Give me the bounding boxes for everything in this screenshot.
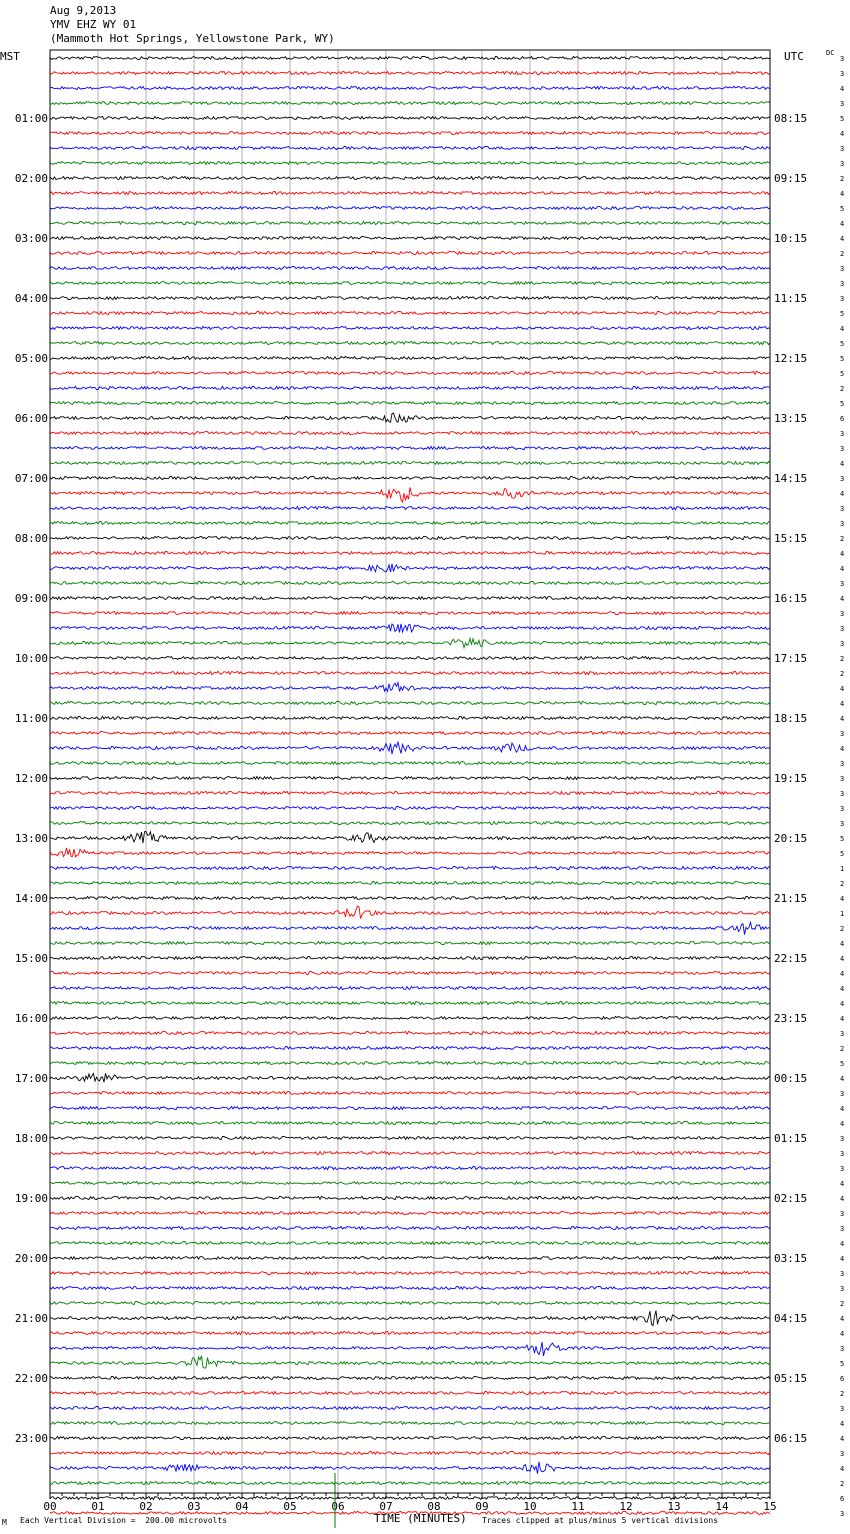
dc-value: 4 <box>840 895 845 903</box>
x-tick-label: 12 <box>619 1500 633 1513</box>
seismic-trace <box>50 1016 770 1019</box>
dc-value: 5 <box>840 850 845 858</box>
right-hour-label: 16:15 <box>774 592 808 605</box>
dc-value: 3 <box>840 295 845 303</box>
dc-value: 4 <box>840 1105 845 1113</box>
dc-value: 5 <box>840 310 845 318</box>
left-hour-label: 08:00 <box>14 532 48 545</box>
dc-value: 4 <box>840 715 845 723</box>
dc-value: 4 <box>840 1435 845 1443</box>
right-timezone-label: UTC <box>784 50 804 63</box>
seismic-trace <box>50 971 770 974</box>
dc-value: 3 <box>840 55 845 63</box>
dc-value: 4 <box>840 1465 845 1473</box>
dc-value: 5 <box>840 835 845 843</box>
dc-value: 4 <box>840 130 845 138</box>
dc-value: 4 <box>840 1120 845 1128</box>
dc-value: 2 <box>840 535 845 543</box>
right-hour-label: 10:15 <box>774 232 808 245</box>
left-hour-label: 12:00 <box>14 772 48 785</box>
seismic-trace <box>50 986 770 989</box>
x-tick-label: 05 <box>283 1500 297 1513</box>
seismic-trace <box>50 1181 770 1184</box>
clip-note: Traces clipped at plus/minus 5 vertical divisions <box>482 1516 719 1525</box>
dc-value: 4 <box>840 1195 845 1203</box>
seismic-trace <box>50 1271 770 1274</box>
dc-value: 3 <box>840 1345 845 1353</box>
dc-value: 5 <box>840 400 845 408</box>
x-tick-label: 11 <box>571 1500 585 1513</box>
seismic-trace <box>50 1242 770 1245</box>
dc-value: 3 <box>840 1510 845 1518</box>
seismic-trace <box>50 371 770 374</box>
right-hour-label: 00:15 <box>774 1072 808 1085</box>
seismic-trace <box>50 1091 770 1094</box>
seismic-trace <box>50 791 770 794</box>
seismic-trace <box>50 551 770 554</box>
left-hour-label: 13:00 <box>14 832 48 845</box>
dc-value: 2 <box>840 925 845 933</box>
seismic-trace <box>50 761 770 764</box>
seismic-trace <box>50 742 770 754</box>
dc-column-label: DC <box>826 49 835 57</box>
x-tick-label: 02 <box>139 1500 153 1513</box>
seismic-trace <box>50 267 770 270</box>
x-tick-label: 10 <box>523 1500 537 1513</box>
right-hour-label: 09:15 <box>774 172 808 185</box>
seismic-trace <box>50 1166 770 1169</box>
dc-value: 3 <box>840 280 845 288</box>
dc-value: 6 <box>840 1375 845 1383</box>
seismic-trace <box>50 1061 770 1064</box>
seismic-trace <box>50 206 770 209</box>
dc-value: 4 <box>840 490 845 498</box>
dc-value: 3 <box>840 1210 845 1218</box>
seismic-trace <box>50 1421 770 1424</box>
right-hour-label: 05:15 <box>774 1372 808 1385</box>
dc-value: 3 <box>840 1135 845 1143</box>
x-tick-label: 15 <box>763 1500 777 1513</box>
seismic-trace <box>50 848 770 857</box>
dc-value: 3 <box>840 1150 845 1158</box>
x-tick-label: 06 <box>331 1500 345 1513</box>
seismic-trace <box>50 356 770 359</box>
seismic-trace <box>50 671 770 674</box>
dc-value: 2 <box>840 1480 845 1488</box>
left-hour-label: 01:00 <box>14 112 48 125</box>
seismic-trace <box>50 446 770 449</box>
dc-value: 4 <box>840 1075 845 1083</box>
dc-value: 2 <box>840 1390 845 1398</box>
right-hour-label: 19:15 <box>774 772 808 785</box>
dc-value: 5 <box>840 115 845 123</box>
dc-value: 5 <box>840 370 845 378</box>
right-hour-label: 13:15 <box>774 412 808 425</box>
dc-value: 2 <box>840 385 845 393</box>
seismic-trace <box>50 1286 770 1289</box>
seismic-trace <box>50 731 770 734</box>
seismic-trace <box>50 461 770 464</box>
seismic-trace <box>50 102 770 105</box>
x-axis-title: TIME (MINUTES) <box>374 1512 467 1525</box>
dc-value: 3 <box>840 1450 845 1458</box>
seismic-trace <box>50 1301 770 1304</box>
dc-value: 3 <box>840 100 845 108</box>
seismic-trace <box>50 1407 770 1410</box>
dc-value: 3 <box>840 445 845 453</box>
seismic-trace <box>50 176 770 179</box>
seismic-trace <box>50 1151 770 1154</box>
seismic-trace <box>50 638 770 647</box>
dc-value: 3 <box>840 805 845 813</box>
left-hour-label: 19:00 <box>14 1192 48 1205</box>
right-hour-label: 21:15 <box>774 892 808 905</box>
seismic-trace <box>50 86 770 89</box>
left-hour-label: 20:00 <box>14 1252 48 1265</box>
x-tick-label: 07 <box>379 1500 393 1513</box>
seismic-trace <box>50 191 770 194</box>
dc-value: 2 <box>840 880 845 888</box>
x-tick-label: 08 <box>427 1500 441 1513</box>
dc-value: 4 <box>840 685 845 693</box>
dc-value: 3 <box>840 640 845 648</box>
dc-value: 5 <box>840 340 845 348</box>
seismic-trace <box>50 1073 770 1082</box>
dc-value: 4 <box>840 1420 845 1428</box>
dc-value: 5 <box>840 355 845 363</box>
left-hour-label: 03:00 <box>14 232 48 245</box>
seismic-trace <box>50 1256 770 1259</box>
dc-value: 4 <box>840 565 845 573</box>
left-hour-label: 17:00 <box>14 1072 48 1085</box>
seismic-trace <box>50 116 770 119</box>
right-hour-label: 12:15 <box>774 352 808 365</box>
right-hour-label: 06:15 <box>774 1432 808 1445</box>
seismic-trace <box>50 1342 770 1356</box>
dc-value: 3 <box>840 520 845 528</box>
dc-value: 4 <box>840 1255 845 1263</box>
seismic-trace <box>50 806 770 809</box>
dc-value: 3 <box>840 1165 845 1173</box>
left-hour-label: 02:00 <box>14 172 48 185</box>
dc-value: 5 <box>840 205 845 213</box>
seismic-trace <box>50 401 770 404</box>
dc-value: 4 <box>840 1180 845 1188</box>
dc-value: 4 <box>840 985 845 993</box>
dc-value: 6 <box>840 415 845 423</box>
left-hour-label: 18:00 <box>14 1132 48 1145</box>
seismic-trace <box>50 296 770 299</box>
dc-value: 3 <box>840 1285 845 1293</box>
dc-value: 2 <box>840 250 845 258</box>
seismic-trace <box>50 1196 770 1199</box>
seismic-trace <box>50 326 770 329</box>
seismic-trace <box>50 146 770 149</box>
right-hour-label: 01:15 <box>774 1132 808 1145</box>
dc-value: 3 <box>840 70 845 78</box>
left-hour-label: 04:00 <box>14 292 48 305</box>
seismic-trace <box>50 1211 770 1214</box>
dc-value: 4 <box>840 970 845 978</box>
dc-value: 3 <box>840 1270 845 1278</box>
seismic-trace <box>50 1496 770 1499</box>
dc-value: 3 <box>840 790 845 798</box>
seismic-trace <box>50 906 770 918</box>
dc-value: 4 <box>840 460 845 468</box>
seismic-trace <box>50 1106 770 1109</box>
dc-value: 3 <box>840 820 845 828</box>
dc-value: 2 <box>840 175 845 183</box>
seismic-trace <box>50 597 770 600</box>
left-hour-label: 21:00 <box>14 1312 48 1325</box>
right-hour-label: 08:15 <box>774 112 808 125</box>
seismic-trace <box>50 866 770 869</box>
seismic-trace <box>50 956 770 959</box>
dc-value: 4 <box>840 1240 845 1248</box>
dc-value: 4 <box>840 1315 845 1323</box>
seismic-trace <box>50 1391 770 1394</box>
dc-value: 4 <box>840 325 845 333</box>
seismic-trace <box>50 564 770 572</box>
dc-value: 3 <box>840 160 845 168</box>
seismic-trace <box>50 56 770 59</box>
seismic-trace <box>50 1121 770 1124</box>
x-tick-label: 00 <box>43 1500 57 1513</box>
dc-value: 4 <box>840 955 845 963</box>
dc-value: 3 <box>840 625 845 633</box>
seismic-trace <box>50 716 770 719</box>
dc-value: 3 <box>840 1030 845 1038</box>
dc-value: 4 <box>840 700 845 708</box>
dc-value: 4 <box>840 1000 845 1008</box>
right-hour-label: 04:15 <box>774 1312 808 1325</box>
dc-value: 4 <box>840 745 845 753</box>
seismic-trace <box>50 941 770 944</box>
seismic-trace <box>50 236 770 239</box>
corner-mark: M <box>2 1518 7 1527</box>
x-tick-label: 09 <box>475 1500 489 1513</box>
seismic-trace <box>50 776 770 779</box>
left-hour-label: 16:00 <box>14 1012 48 1025</box>
dc-value: 5 <box>840 1060 845 1068</box>
dc-value: 1 <box>840 910 845 918</box>
dc-value: 3 <box>840 265 845 273</box>
seismic-trace <box>50 1331 770 1334</box>
seismic-trace <box>50 413 770 422</box>
seismic-trace <box>50 1031 770 1034</box>
dc-value: 3 <box>840 610 845 618</box>
seismic-trace <box>50 386 770 389</box>
seismic-trace <box>50 1436 770 1439</box>
x-tick-label: 13 <box>667 1500 681 1513</box>
seismic-trace <box>50 432 770 435</box>
x-tick-label: 03 <box>187 1500 201 1513</box>
dc-value: 2 <box>840 1045 845 1053</box>
dc-value: 4 <box>840 550 845 558</box>
right-hour-label: 17:15 <box>774 652 808 665</box>
seismic-trace <box>50 683 770 692</box>
dc-value: 6 <box>840 1495 845 1503</box>
dc-value: 1 <box>840 865 845 873</box>
seismic-trace <box>50 896 770 899</box>
left-hour-label: 23:00 <box>14 1432 48 1445</box>
dc-value: 4 <box>840 595 845 603</box>
seismic-trace <box>50 611 770 614</box>
left-hour-label: 05:00 <box>14 352 48 365</box>
seismic-trace <box>50 822 770 825</box>
left-hour-label: 06:00 <box>14 412 48 425</box>
dc-value: 3 <box>840 1405 845 1413</box>
dc-value: 2 <box>840 1300 845 1308</box>
dc-value: 4 <box>840 85 845 93</box>
right-hour-label: 11:15 <box>774 292 808 305</box>
dc-value: 3 <box>840 760 845 768</box>
seismic-trace <box>50 281 770 284</box>
station-code: YMV EHZ WY 01 <box>50 18 137 31</box>
dc-value: 4 <box>840 1330 845 1338</box>
seismic-trace <box>50 221 770 224</box>
seismic-trace <box>50 581 770 584</box>
station-location: (Mammoth Hot Springs, Yellowstone Park, WY) <box>50 32 335 45</box>
right-hour-label: 23:15 <box>774 1012 808 1025</box>
left-hour-label: 07:00 <box>14 472 48 485</box>
dc-value: 5 <box>840 1360 845 1368</box>
seismic-trace <box>50 161 770 164</box>
seismic-trace <box>50 701 770 704</box>
right-hour-label: 14:15 <box>774 472 808 485</box>
x-tick-label: 01 <box>91 1500 105 1513</box>
seismic-trace <box>50 1311 770 1326</box>
seismic-trace <box>50 71 770 74</box>
seismic-trace <box>50 1136 770 1139</box>
dc-value: 2 <box>840 655 845 663</box>
seismic-trace <box>50 506 770 509</box>
x-tick-label: 04 <box>235 1500 249 1513</box>
seismic-trace <box>50 1481 770 1484</box>
seismic-trace <box>50 1376 770 1379</box>
seismic-trace <box>50 251 770 254</box>
dc-value: 3 <box>840 1225 845 1233</box>
left-hour-label: 10:00 <box>14 652 48 665</box>
dc-value: 3 <box>840 1090 845 1098</box>
dc-value: 4 <box>840 940 845 948</box>
dc-value: 4 <box>840 190 845 198</box>
seismic-trace <box>50 311 770 314</box>
seismic-trace <box>50 1226 770 1229</box>
dc-value: 3 <box>840 475 845 483</box>
seismic-trace <box>50 1451 770 1454</box>
dc-value: 3 <box>840 775 845 783</box>
seismic-trace <box>50 536 770 539</box>
left-hour-label: 15:00 <box>14 952 48 965</box>
dc-value: 3 <box>840 145 845 153</box>
left-hour-label: 14:00 <box>14 892 48 905</box>
dc-value: 2 <box>840 670 845 678</box>
seismic-trace <box>50 341 770 344</box>
seismic-trace <box>50 521 770 524</box>
right-hour-label: 03:15 <box>774 1252 808 1265</box>
seismic-trace <box>50 476 770 479</box>
dc-value: 3 <box>840 730 845 738</box>
dc-value: 3 <box>840 580 845 588</box>
seismic-trace <box>50 831 770 843</box>
seismic-trace <box>50 1001 770 1004</box>
seismic-trace <box>50 132 770 135</box>
left-timezone-label: MST <box>0 50 20 63</box>
left-hour-label: 22:00 <box>14 1372 48 1385</box>
seismic-trace <box>50 1356 770 1368</box>
seismic-trace <box>50 881 770 884</box>
dc-value: 3 <box>840 505 845 513</box>
seismic-trace <box>50 624 770 633</box>
dc-value: 4 <box>840 235 845 243</box>
plot-date: Aug 9,2013 <box>50 4 117 17</box>
right-hour-label: 18:15 <box>774 712 808 725</box>
seismic-trace <box>50 922 770 934</box>
right-hour-label: 02:15 <box>774 1192 808 1205</box>
seismic-trace <box>50 487 770 502</box>
seismic-trace <box>50 657 770 660</box>
scale-note: Each Vertical Division = 200.00 microvolts <box>20 1516 228 1525</box>
left-hour-label: 11:00 <box>14 712 48 725</box>
dc-value: 4 <box>840 220 845 228</box>
right-hour-label: 15:15 <box>774 532 808 545</box>
dc-value: 4 <box>840 1015 845 1023</box>
right-hour-label: 22:15 <box>774 952 808 965</box>
seismic-trace <box>50 1046 770 1049</box>
right-hour-label: 20:15 <box>774 832 808 845</box>
seismic-trace <box>50 1462 770 1474</box>
x-tick-label: 14 <box>715 1500 729 1513</box>
dc-value: 3 <box>840 430 845 438</box>
left-hour-label: 09:00 <box>14 592 48 605</box>
